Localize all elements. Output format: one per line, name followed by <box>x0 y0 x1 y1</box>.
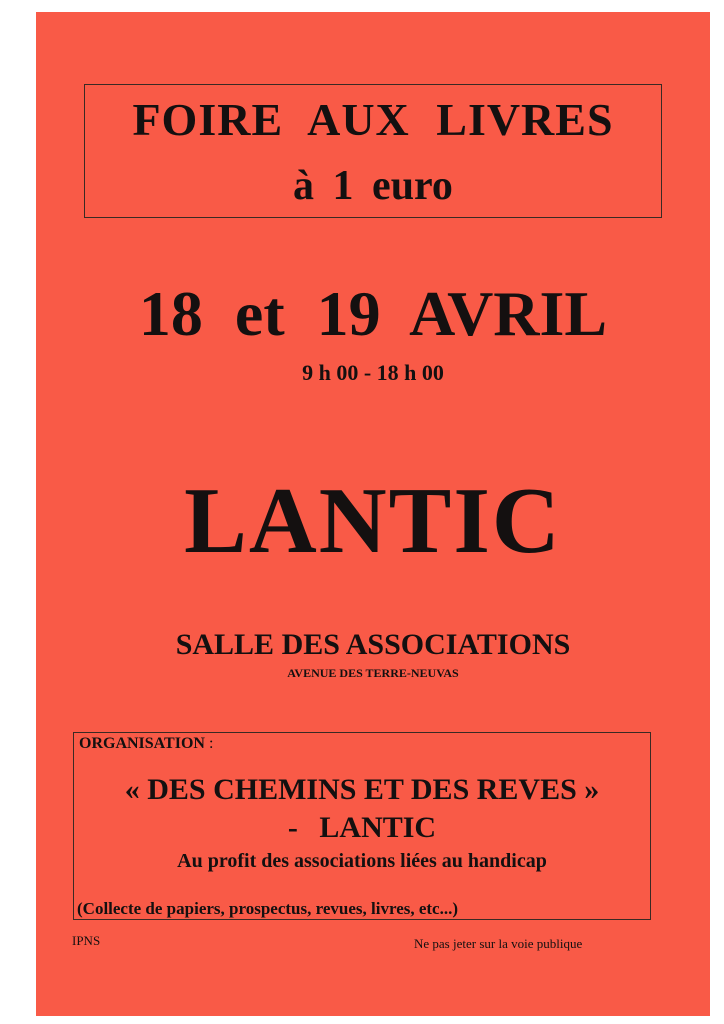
collection-note: (Collecte de papiers, prospectus, revues, livres, etc...) <box>77 899 459 918</box>
organisation-label <box>79 736 213 752</box>
event-hours: 9 h 00 - 18 h 00 <box>302 360 444 385</box>
footer-note: Ne pas jeter sur la voie publique <box>414 936 583 951</box>
organisation-name: « DES CHEMINS ET DES REVES » <box>124 773 600 806</box>
event-title: FOIRE AUX LIVRES <box>132 94 614 145</box>
event-price: à 1 euro <box>293 163 453 209</box>
event-address: AVENUE DES TERRE-NEUVAS <box>287 666 459 680</box>
event-date: 18 et 19 AVRIL <box>138 278 608 349</box>
title-box <box>84 84 662 218</box>
event-city: LANTIC <box>184 469 562 573</box>
ipns-mark: IPNS <box>72 933 101 948</box>
organisation-purpose: Au profit des associations liées au handicap <box>177 850 547 872</box>
organisation-label-colon: : <box>204 735 214 752</box>
event-venue: SALLE DES ASSOCIATIONS <box>175 628 571 661</box>
organisation-city: - LANTIC <box>287 811 437 844</box>
poster <box>36 12 710 1016</box>
organisation-box <box>73 732 651 920</box>
organisation-label-text: ORGANISATION <box>79 735 205 752</box>
